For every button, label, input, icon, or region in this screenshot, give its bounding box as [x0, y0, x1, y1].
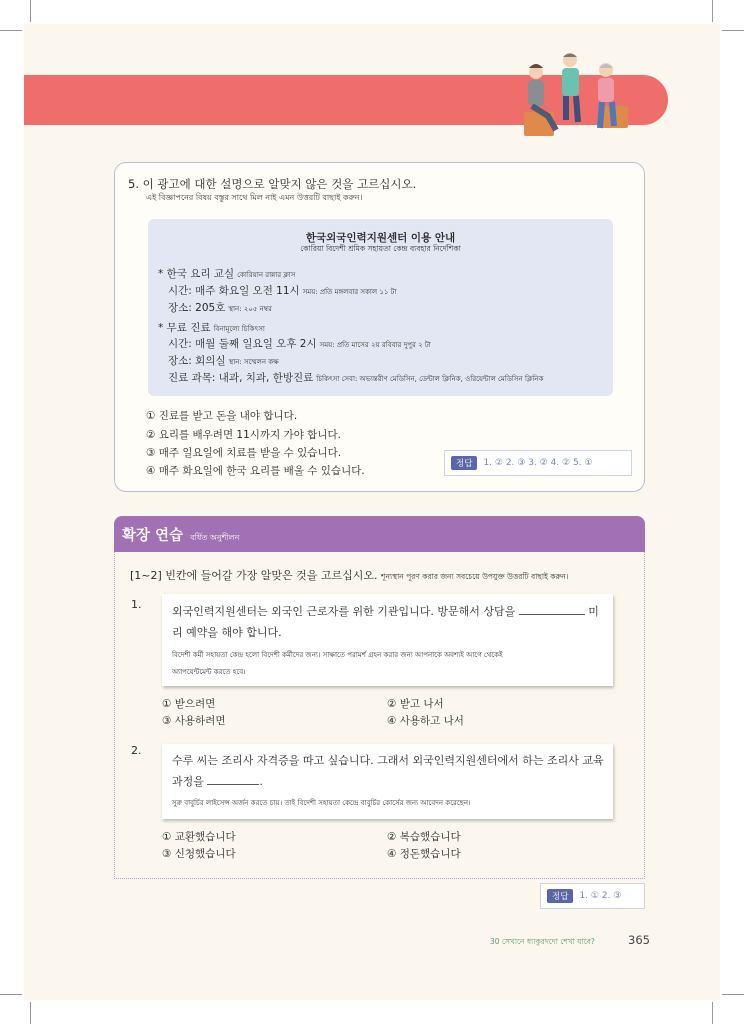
section-title-bn: বর্ধিত অনুশীলন — [190, 533, 240, 542]
question-2-bn-line1: সুরু বাবুর্চির লাইসেন্স অর্জন করতে চায়। তাই বিদেশী সহায়তা কেন্দ্রে বাবুর্চির কোর্সের জন্য আবেদন করেছেন। — [172, 799, 471, 807]
crop-mark — [722, 994, 744, 995]
crop-mark — [712, 1002, 713, 1024]
notice-line-ko: * 한국 요리 교실 — [158, 268, 235, 280]
q1-text-b: 미 — [588, 605, 599, 618]
notice-line-bn: স্থান: ২০৫ নম্বর — [228, 305, 272, 313]
notice-subtitle: কোরিয়া বিদেশী শ্রমিক সহায়তা কেন্দ্র ব্যবহার নির্দেশিকা — [300, 244, 461, 253]
answer-values: 1. ② 2. ③ 3. ② 4. ② 5. ① — [483, 458, 593, 468]
q1-option-2[interactable]: ② 받고 나서 — [387, 698, 444, 710]
question-1-bn-line1: বিদেশী কর্মী সহায়তা কেন্দ্র হলো বিদেশী কর্মীদের জন্য। সাক্ষাতে পরামর্শ গ্রহন করার জন্য আপনাকে অবশ্যই আগে থেকেই — [172, 651, 503, 659]
crop-mark — [30, 1002, 31, 1024]
question-5-title: 5. 이 광고에 대한 설명으로 알맞지 않은 것을 고르십시오. — [128, 177, 417, 191]
q1-option-1[interactable]: ① 받으려면 — [162, 698, 216, 710]
people-illustration — [522, 50, 632, 142]
crop-mark — [0, 30, 22, 31]
notice-line-ko: * 무료 진료 — [158, 322, 211, 334]
answer-key-box — [444, 450, 632, 476]
notice-line-ko: 장소: 회의실 — [168, 355, 226, 367]
question-1-bn-line2: অ্যাপয়েন্টমেন্ট করতে হবে। — [172, 668, 246, 676]
section-instruction — [130, 567, 568, 584]
notice-line — [168, 283, 397, 298]
answer-tag: 정답 — [547, 889, 573, 903]
notice-title: 한국외국인력지원센터 이용 안내 — [305, 232, 456, 244]
q5-option-2[interactable]: ② 요리를 배우려면 11시까지 가야 합니다. — [146, 429, 341, 441]
q5-option-1[interactable]: ① 진료를 받고 돈을 내야 합니다. — [146, 410, 298, 422]
q2-option-2[interactable]: ② 복습했습니다 — [387, 831, 461, 843]
answer-values: 1. ① 2. ③ — [579, 891, 622, 901]
notice-line — [168, 300, 272, 315]
q2-blank — [207, 773, 259, 785]
q2-text-b: . — [259, 775, 263, 788]
q5-option-3[interactable]: ③ 매주 일요일에 치료를 받을 수 있습니다. — [146, 447, 342, 459]
section-answer-key-box — [540, 883, 645, 909]
notice-line — [168, 336, 431, 351]
notice-line-bn: সময়: প্রতি মাসের ২য় রবিবার দুপুর ২ টা — [319, 341, 431, 349]
section-title — [122, 524, 239, 545]
q2-option-4[interactable]: ④ 정돈했습니다 — [387, 848, 461, 860]
notice-line-ko: 시간: 매월 둘째 일요일 오후 2시 — [168, 338, 317, 350]
notice-line-bn: বিনামূল্যে চিকিৎসা — [213, 325, 265, 333]
notice-line-ko: 장소: 205호 — [168, 302, 226, 314]
q1-text-a: 외국인력지원센터는 외국인 근로자를 위한 기관입니다. 방문해서 상담을 — [172, 605, 516, 618]
q5-option-4[interactable]: ④ 매주 화요일에 한국 요리를 배울 수 있습니다. — [146, 465, 365, 477]
question-2-text-line2 — [172, 772, 263, 791]
question-1-text-line1 — [172, 602, 599, 621]
q1-option-3[interactable]: ③ 사용하려면 — [162, 715, 226, 727]
answer-tag: 정답 — [451, 456, 477, 470]
notice-line — [168, 370, 544, 385]
question-1-text-line2: 리 예약을 해야 합니다. — [172, 626, 282, 639]
notice-line-bn: স্থান: সম্মেলন কক্ষ — [228, 358, 279, 366]
q1-option-4[interactable]: ④ 사용하고 나서 — [387, 715, 464, 727]
question-5-subtitle: এই বিজ্ঞাপনের বিষয় বস্তুর সাথে মিল নাই এমন উত্তরটি বাছাই করুন। — [146, 193, 363, 202]
notice-line-ko: 진료 과목: 내과, 치과, 한방진료 — [168, 372, 314, 384]
question-1-number: 1. — [131, 598, 142, 611]
crop-mark — [0, 994, 22, 995]
footer-text: 30 সেখানে ধ্যাকুরদদো শেখা যাবে? — [490, 937, 595, 946]
page-number: 365 — [628, 933, 650, 947]
notice-line-bn: সময়: প্রতি মঙ্গলবার সকাল ১১ টা — [302, 288, 397, 296]
instruction-bn: শূন্যস্থান পূরণ করার জন্য সবচেয়ে উপযুক্ত উত্তরটি বাছাই করুন। — [381, 572, 569, 581]
q1-blank — [519, 603, 585, 615]
notice-line-ko: 시간: 매주 화요일 오전 11시 — [168, 285, 300, 297]
notice-line — [168, 353, 279, 368]
q2-option-3[interactable]: ③ 신청했습니다 — [162, 848, 236, 860]
question-2-text-line1: 수루 씨는 조리사 자격증을 따고 싶습니다. 그래서 외국인력지원센터에서 하는 조리사 교육 — [172, 754, 604, 767]
section-title-ko: 확장 연습 — [122, 528, 184, 544]
notice-line — [158, 266, 295, 281]
notice-line-bn: কোরিয়ান রান্নার ক্লাস — [237, 271, 296, 279]
question-2-number: 2. — [131, 744, 142, 757]
crop-mark — [712, 0, 713, 22]
crop-mark — [30, 0, 31, 22]
instruction-ko: [1~2] 빈칸에 들어갈 가장 알맞은 것을 고르십시오. — [130, 569, 378, 582]
q2-option-1[interactable]: ① 교환했습니다 — [162, 831, 236, 843]
crop-mark — [722, 30, 744, 31]
q2-text-a: 과정을 — [172, 775, 204, 788]
notice-line-bn: চিকিৎসা সেবা: অভ্যন্তরীণ মেডিসিন, ডেন্টাল ক্লিনিক, ওরিয়েন্টাল মেডিসিন ক্লিনিক — [316, 375, 544, 383]
notice-line — [158, 320, 265, 335]
